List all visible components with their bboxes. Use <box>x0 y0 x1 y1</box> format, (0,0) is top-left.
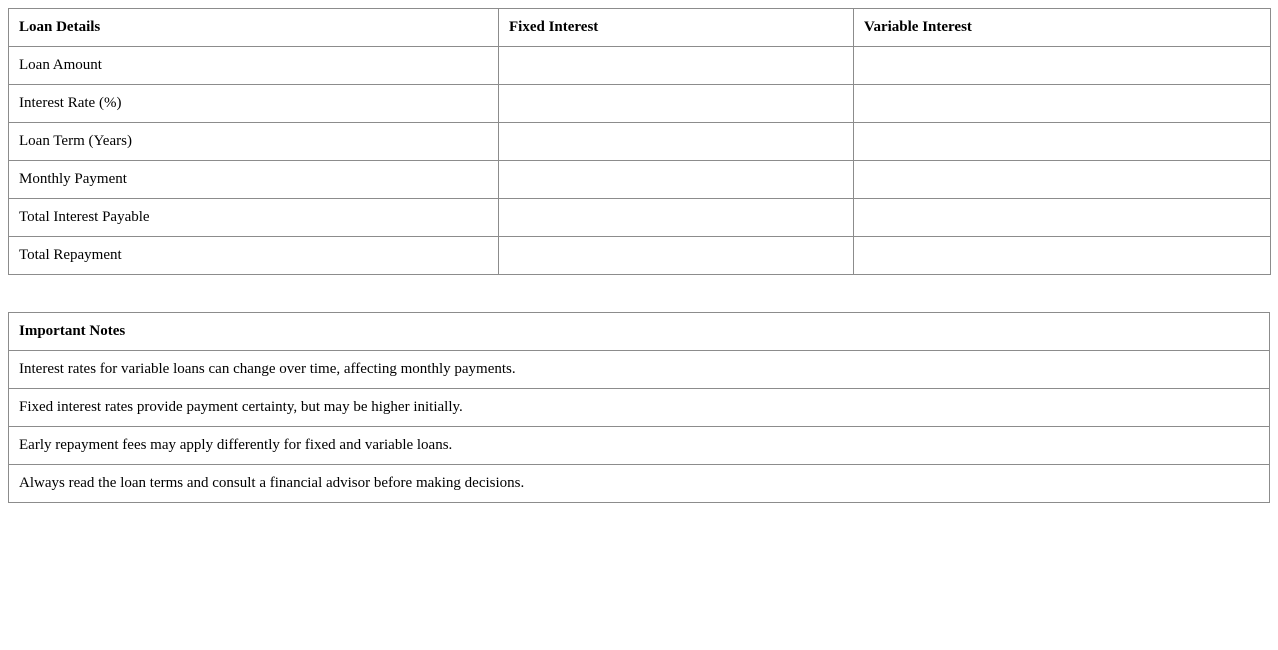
cell-variable-interest-rate <box>854 85 1271 123</box>
list-item <box>9 389 1270 427</box>
row-label-interest-rate: Interest Rate (%) <box>9 85 499 123</box>
header-fixed-interest: Fixed Interest <box>499 9 854 47</box>
cell-fixed-loan-term <box>499 123 854 161</box>
table-row <box>9 199 1271 237</box>
cell-variable-loan-amount <box>854 47 1271 85</box>
loan-comparison-table <box>8 8 1271 275</box>
cell-variable-monthly-payment <box>854 161 1271 199</box>
table-row <box>9 237 1271 275</box>
header-variable-interest: Variable Interest <box>854 9 1271 47</box>
list-item <box>9 351 1270 389</box>
cell-variable-total-repayment <box>854 237 1271 275</box>
table-header-row <box>9 9 1271 47</box>
note-read-terms: Always read the loan terms and consult a financial advisor before making decisions. <box>9 465 1270 503</box>
cell-fixed-total-repayment <box>499 237 854 275</box>
note-variable-rates: Interest rates for variable loans can change over time, affecting monthly payments. <box>9 351 1270 389</box>
header-loan-details: Loan Details <box>9 9 499 47</box>
list-item <box>9 427 1270 465</box>
row-label-monthly-payment: Monthly Payment <box>9 161 499 199</box>
row-label-total-interest: Total Interest Payable <box>9 199 499 237</box>
cell-fixed-total-interest <box>499 199 854 237</box>
row-label-loan-term: Loan Term (Years) <box>9 123 499 161</box>
cell-fixed-monthly-payment <box>499 161 854 199</box>
cell-fixed-interest-rate <box>499 85 854 123</box>
cell-fixed-loan-amount <box>499 47 854 85</box>
list-item <box>9 465 1270 503</box>
table-row <box>9 85 1271 123</box>
table-row <box>9 47 1271 85</box>
row-label-loan-amount: Loan Amount <box>9 47 499 85</box>
important-notes-table <box>8 312 1270 503</box>
notes-title: Important Notes <box>9 313 1270 351</box>
notes-header-row <box>9 313 1270 351</box>
cell-variable-loan-term <box>854 123 1271 161</box>
table-row <box>9 123 1271 161</box>
table-row <box>9 161 1271 199</box>
row-label-total-repayment: Total Repayment <box>9 237 499 275</box>
cell-variable-total-interest <box>854 199 1271 237</box>
note-early-repayment: Early repayment fees may apply differently for fixed and variable loans. <box>9 427 1270 465</box>
note-fixed-rates: Fixed interest rates provide payment certainty, but may be higher initially. <box>9 389 1270 427</box>
